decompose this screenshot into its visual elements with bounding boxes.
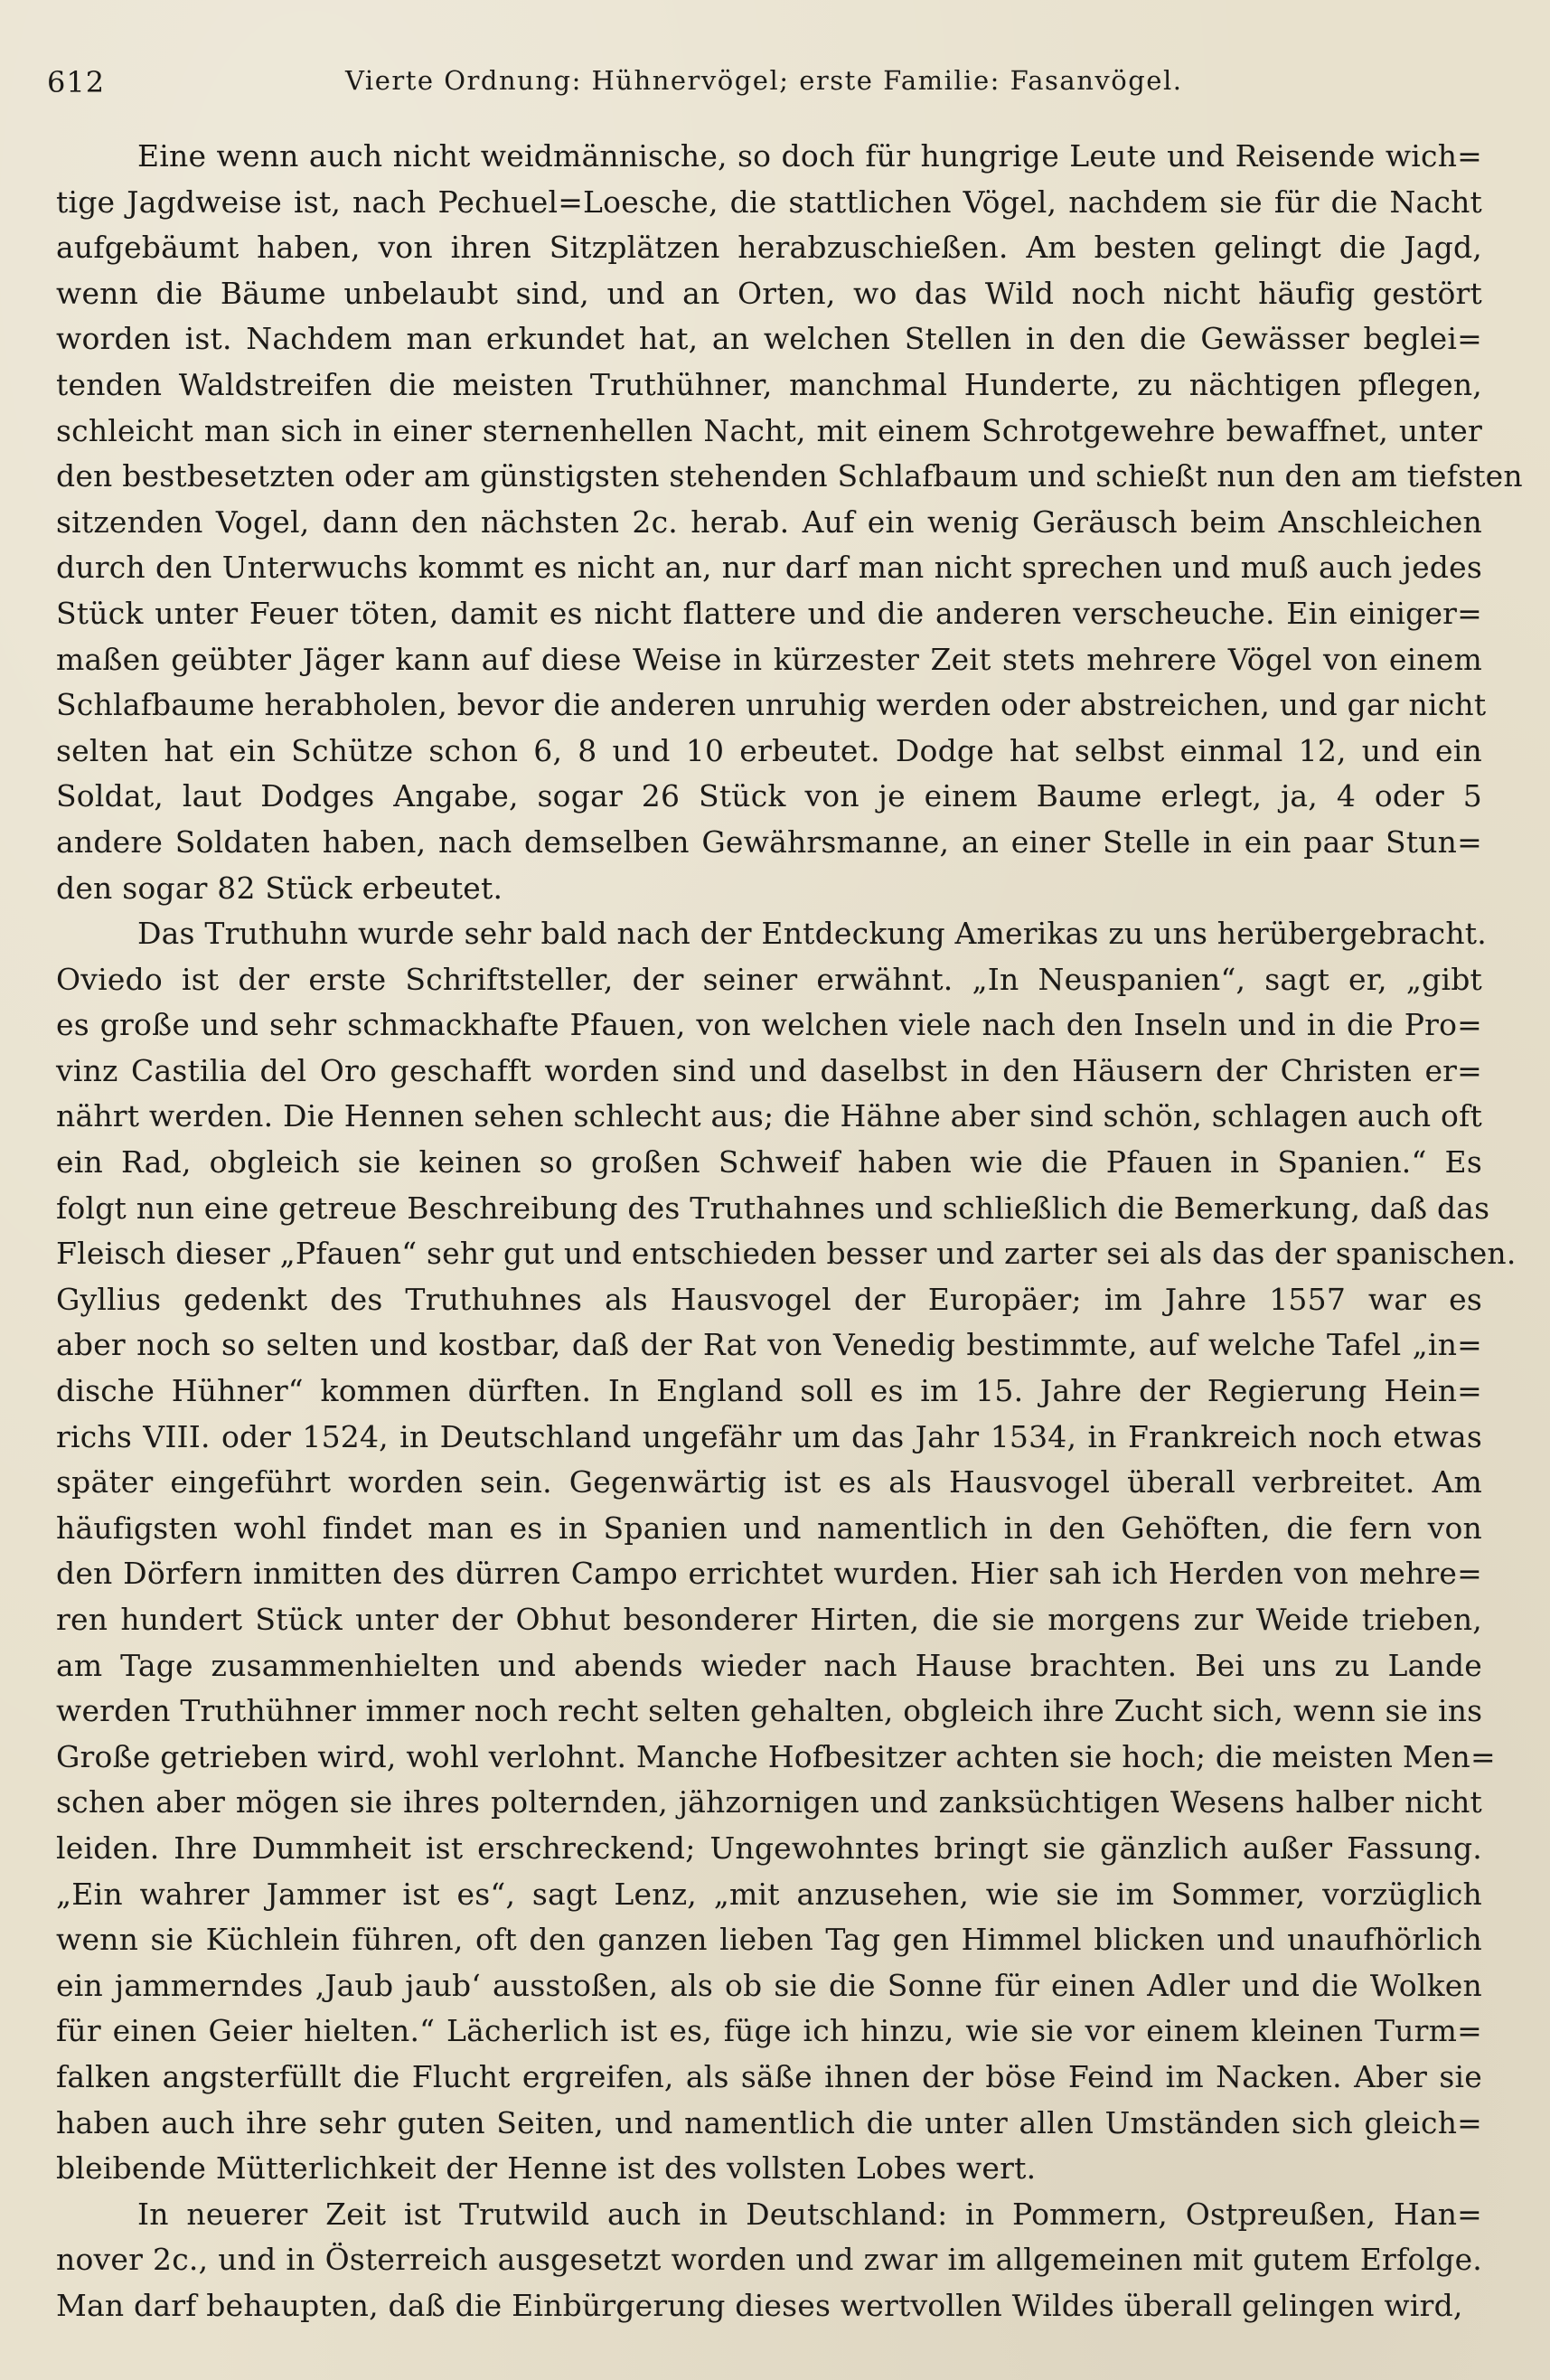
text-line: ein Rad, obgleich sie keinen so großen Schweif haben wie die Pfauen in Spanien.“ Es bbox=[56, 1144, 1482, 1181]
text-line: „Ein wahrer Jammer ist es“, sagt Lenz, „mit anzusehen, wie sie im Sommer, vorzüglich bbox=[56, 1876, 1482, 1912]
paragraph bbox=[56, 2192, 1482, 2329]
text-line: aufgebäumt haben, von ihren Sitzplätzen herabzuschießen. Am besten gelingt die Jagd, bbox=[56, 230, 1482, 266]
text-line: ren hundert Stück unter der Obhut besonderer Hirten, die sie morgens zur Weide trieben, bbox=[56, 1602, 1482, 1637]
text-line: Gyllius gedenkt des Truthuhnes als Hausvogel der Europäer; im Jahre 1557 war es bbox=[56, 1281, 1482, 1317]
text-line: am Tage zusammenhielten und abends wieder nach Hause brachten. Bei uns zu Lande bbox=[56, 1647, 1482, 1683]
text-line: worden ist. Nachdem man erkundet hat, an welchen Stellen in den die Gewässer beglei= bbox=[56, 321, 1482, 357]
text-line: durch den Unterwuchs kommt es nicht an, nur darf man nicht sprechen und muß auch jedes bbox=[56, 550, 1482, 586]
text-line: werden Truthühner immer noch recht selten gehalten, obgleich ihre Zucht sich, wenn sie ins bbox=[56, 1693, 1483, 1729]
text-line: für einen Geier hielten.“ Lächerlich ist es, füge ich hinzu, wie sie vor einem kleinen Turm= bbox=[56, 2013, 1482, 2049]
text-line: schleicht man sich in einer sternenhellen Nacht, mit einem Schrotgewehre bewaffnet, unter bbox=[56, 412, 1482, 448]
text-line: falken angsterfüllt die Flucht ergreifen, als säße ihnen der böse Feind im Nacken. Aber sie bbox=[56, 2058, 1482, 2094]
text-line: Das Truthuhn wurde sehr bald nach der Entdeckung Amerikas zu uns herübergebracht. bbox=[137, 916, 1487, 952]
text-line: schen aber mögen sie ihres polternden, jähzornigen und zanksüchtigen Wesens halber nicht bbox=[56, 1784, 1482, 1820]
text-line: den bestbesetzten oder am günstigsten stehenden Schlafbaum und schießt nun den am tiefsten bbox=[56, 458, 1523, 494]
text-line: Soldat, laut Dodges Angabe, sogar 26 Stück von je einem Baume erlegt, ja, 4 oder 5 bbox=[56, 778, 1482, 814]
text-line: es große und sehr schmackhafte Pfauen, von welchen viele nach den Inseln und in die Pro= bbox=[56, 1007, 1482, 1043]
text-line: nährt werden. Die Hennen sehen schlecht aus; die Hähne aber sind schön, schlagen auch oft bbox=[56, 1098, 1482, 1134]
text-line: In neuerer Zeit ist Trutwild auch in Deutschland: in Pommern, Ostpreußen, Han= bbox=[137, 2196, 1482, 2232]
text-line: häufigsten wohl findet man es in Spanien und namentlich in den Gehöften, die fern von bbox=[56, 1510, 1482, 1546]
text-line: später eingeführt worden sein. Gegenwärtig ist es als Hausvogel überall verbreitet. Am bbox=[56, 1464, 1482, 1500]
text-line: folgt nun eine getreue Beschreibung des Truthahnes und schließlich die Bemerkung, daß das bbox=[56, 1190, 1490, 1226]
text-line: nover 2c., und in Österreich ausgesetzt worden und zwar im allgemeinen mit gutem Erfolge. bbox=[56, 2242, 1482, 2278]
body-text bbox=[56, 134, 1523, 2329]
text-line: richs VIII. oder 1524, in Deutschland ungefähr um das Jahr 1534, in Frankreich noch etwas bbox=[56, 1418, 1482, 1454]
text-line: tige Jagdweise ist, nach Pechuel=Loesche, die stattlichen Vögel, nachdem sie für die Nacht bbox=[56, 183, 1482, 220]
text-line: selten hat ein Schütze schon 6, 8 und 10 erbeutet. Dodge hat selbst einmal 12, und ein bbox=[56, 732, 1482, 768]
page-header bbox=[47, 65, 1493, 105]
text-line: Man darf behaupten, daß die Einbürgerung dieses wertvollen Wildes überall gelingen wird, bbox=[56, 2287, 1463, 2323]
text-line: Fleisch dieser „Pfauen“ sehr gut und entschieden besser und zarter sei als das der spanischen. bbox=[56, 1236, 1517, 1272]
text-line: wenn die Bäume unbelaubt sind, und an Orten, wo das Wild noch nicht häufig gestört bbox=[56, 275, 1482, 311]
text-line: tenden Waldstreifen die meisten Truthühner, manchmal Hunderte, zu nächtigen pflegen, bbox=[56, 366, 1482, 402]
text-line: dische Hühner“ kommen dürften. In England soll es im 15. Jahre der Regierung Hein= bbox=[56, 1373, 1482, 1409]
text-line: Oviedo ist der erste Schriftsteller, der seiner erwähnt. „In Neuspanien“, sagt er, „gibt bbox=[56, 961, 1482, 997]
text-line: bleibende Mütterlichkeit der Henne ist des vollsten Lobes wert. bbox=[56, 2150, 1037, 2187]
text-line: den sogar 82 Stück erbeutet. bbox=[56, 870, 503, 906]
paragraph bbox=[56, 134, 1523, 911]
text-line: Große getrieben wird, wohl verlohnt. Manche Hofbesitzer achten sie hoch; die meisten Men= bbox=[56, 1738, 1496, 1774]
text-line: leiden. Ihre Dummheit ist erschreckend; Ungewohntes bringt sie gänzlich außer Fassung. bbox=[56, 1830, 1482, 1866]
text-line: Eine wenn auch nicht weidmännische, so doch für hungrige Leute und Reisende wich= bbox=[137, 138, 1482, 174]
text-line: Schlafbaume herabholen, bevor die anderen unruhig werden oder abstreichen, und gar nicht bbox=[56, 687, 1487, 723]
page-number: 612 bbox=[47, 65, 106, 99]
text-line: sitzenden Vogel, dann den nächsten 2c. herab. Auf ein wenig Geräusch beim Anschleichen bbox=[56, 503, 1482, 540]
text-line: haben auch ihre sehr guten Seiten, und namentlich die unter allen Umständen sich gleich= bbox=[56, 2104, 1482, 2140]
text-line: ein jammerndes ‚Jaub jaub‘ ausstoßen, als ob sie die Sonne für einen Adler und die Wolken bbox=[56, 1967, 1482, 2003]
text-line: Stück unter Feuer töten, damit es nicht flattere und die anderen verscheuche. Ein einiger= bbox=[56, 595, 1482, 631]
running-head: Vierte Ordnung: Hühnervögel; erste Familie: Fasanvögel. bbox=[345, 65, 1183, 96]
text-line: vinz Castilia del Oro geschafft worden sind und daselbst in den Häusern der Christen er= bbox=[56, 1052, 1482, 1088]
text-line: aber noch so selten und kostbar, daß der Rat von Venedig bestimmte, auf welche Tafel „in= bbox=[56, 1327, 1482, 1363]
text-line: den Dörfern inmitten des dürren Campo errichtet wurden. Hier sah ich Herden von mehre= bbox=[56, 1556, 1482, 1592]
text-line: maßen geübter Jäger kann auf diese Weise in kürzester Zeit stets mehrere Vögel von einem bbox=[56, 641, 1482, 677]
text-line: wenn sie Küchlein führen, oft den ganzen lieben Tag gen Himmel blicken und unaufhörlich bbox=[56, 1922, 1482, 1958]
paragraph bbox=[56, 911, 1517, 2192]
text-line: andere Soldaten haben, nach demselben Gewährsmanne, an einer Stelle in ein paar Stun= bbox=[56, 823, 1482, 860]
